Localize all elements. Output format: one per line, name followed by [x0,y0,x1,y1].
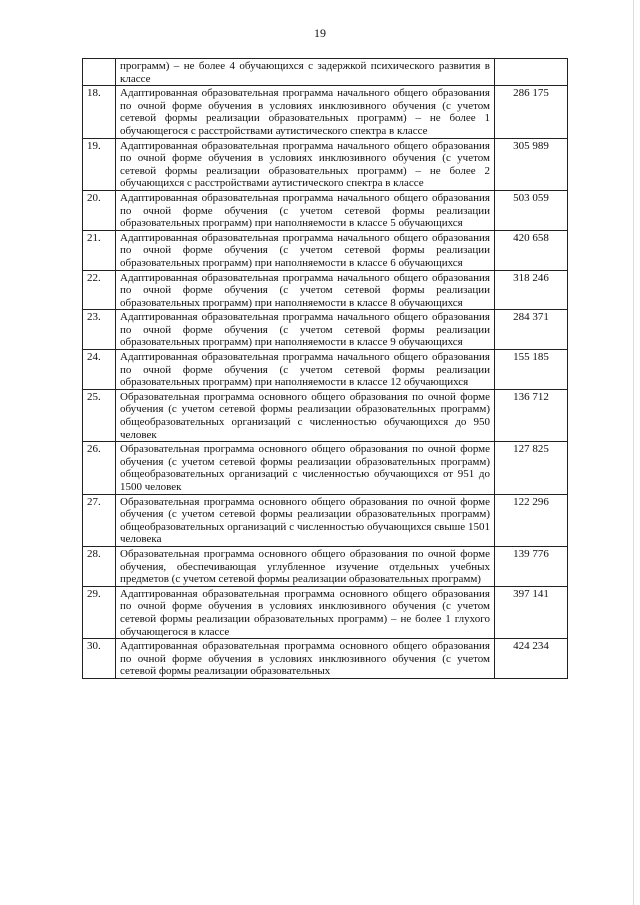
row-value: 139 776 [495,546,568,586]
row-description: Адаптированная образовательная программа начального общего образования по очной форме обучения в условиях инклюзивного обучения (с учетом сетевой формы реализации образовательных программ) – не более 1 обучающегося с расстройствами аутистического спектра в классе [116,86,495,138]
row-value: 136 712 [495,389,568,441]
table-row [83,86,568,138]
document-table-container [82,58,568,679]
row-number: 23. [83,310,116,350]
row-number: 25. [83,389,116,441]
row-description: Адаптированная образовательная программа основного общего образования по очной форме обучения в условиях инклюзивного обучения (с учетом сетевой формы реализации образовательных [116,639,495,679]
row-description: Образовательная программа основного общего образования по очной форме обучения (с учетом сетевой формы реализации образовательных программ) общеобразовательных организаций с численностью обучающихся свыше 1501 человека [116,494,495,546]
row-value [495,59,568,86]
row-number: 30. [83,639,116,679]
row-number: 22. [83,270,116,310]
row-number [83,59,116,86]
table-row [83,350,568,390]
row-number: 18. [83,86,116,138]
row-description: Образовательная программа основного общего образования по очной форме обучения, обеспечивающая углубленное изучение отдельных учебных предметов (с учетом сетевой формы реализации образовательных программ) [116,546,495,586]
row-value: 122 296 [495,494,568,546]
row-value: 127 825 [495,442,568,494]
row-value: 397 141 [495,586,568,638]
scan-edge-line [633,0,634,905]
row-value: 155 185 [495,350,568,390]
table-row [83,546,568,586]
table-row [83,230,568,270]
row-description: Адаптированная образовательная программа начального общего образования по очной форме обучения (с учетом сетевой формы реализации образовательных программ) при наполняемости в классе 9 обучающихся [116,310,495,350]
row-description: Адаптированная образовательная программа основного общего образования по очной форме обучения в условиях инклюзивного обучения (с учетом сетевой формы реализации образовательных программ) – не более 1 глухого обучающегося в классе [116,586,495,638]
row-description: Адаптированная образовательная программа начального общего образования по очной форме обучения (с учетом сетевой формы реализации образовательных программ) при наполняемости в классе 6 обучающихся [116,230,495,270]
table-row [83,190,568,230]
table-row [83,138,568,190]
row-description: Образовательная программа основного общего образования по очной форме обучения (с учетом сетевой формы реализации образовательных программ) общеобразовательных организаций с численностью обучающихся от 951 до 1500 человек [116,442,495,494]
row-value: 305 989 [495,138,568,190]
row-number: 21. [83,230,116,270]
row-number: 29. [83,586,116,638]
row-number: 19. [83,138,116,190]
row-number: 27. [83,494,116,546]
table-row [83,494,568,546]
table-row [83,442,568,494]
row-number: 24. [83,350,116,390]
row-number: 26. [83,442,116,494]
standards-table [82,58,568,679]
table-row [83,59,568,86]
row-value: 503 059 [495,190,568,230]
row-value: 284 371 [495,310,568,350]
row-description: Адаптированная образовательная программа начального общего образования по очной форме обучения (с учетом сетевой формы реализации образовательных программ) при наполняемости в классе 5 обучающихся [116,190,495,230]
table-row [83,310,568,350]
row-description: программ) – не более 4 обучающихся с задержкой психического развития в классе [116,59,495,86]
row-description: Адаптированная образовательная программа начального общего образования по очной форме обучения в условиях инклюзивного обучения (с учетом сетевой формы реализации образовательных программ) – не более 2 обучающихся с расстройствами аутистического спектра в классе [116,138,495,190]
row-value: 424 234 [495,639,568,679]
page-number: 19 [314,26,326,40]
row-description: Адаптированная образовательная программа начального общего образования по очной форме обучения (с учетом сетевой формы реализации образовательных программ) при наполняемости в классе 8 обучающихся [116,270,495,310]
row-value: 286 175 [495,86,568,138]
table-row [83,389,568,441]
row-value: 318 246 [495,270,568,310]
row-description: Адаптированная образовательная программа начального общего образования по очной форме обучения (с учетом сетевой формы реализации образовательных программ) при наполняемости в классе 12 обучающихся [116,350,495,390]
table-row [83,270,568,310]
table-row [83,586,568,638]
row-number: 20. [83,190,116,230]
row-number: 28. [83,546,116,586]
row-value: 420 658 [495,230,568,270]
table-body [83,59,568,679]
row-description: Образовательная программа основного общего образования по очной форме обучения (с учетом сетевой формы реализации образовательных программ) общеобразовательных организаций с численностью обучающихся до 950 человек [116,389,495,441]
table-row [83,639,568,679]
